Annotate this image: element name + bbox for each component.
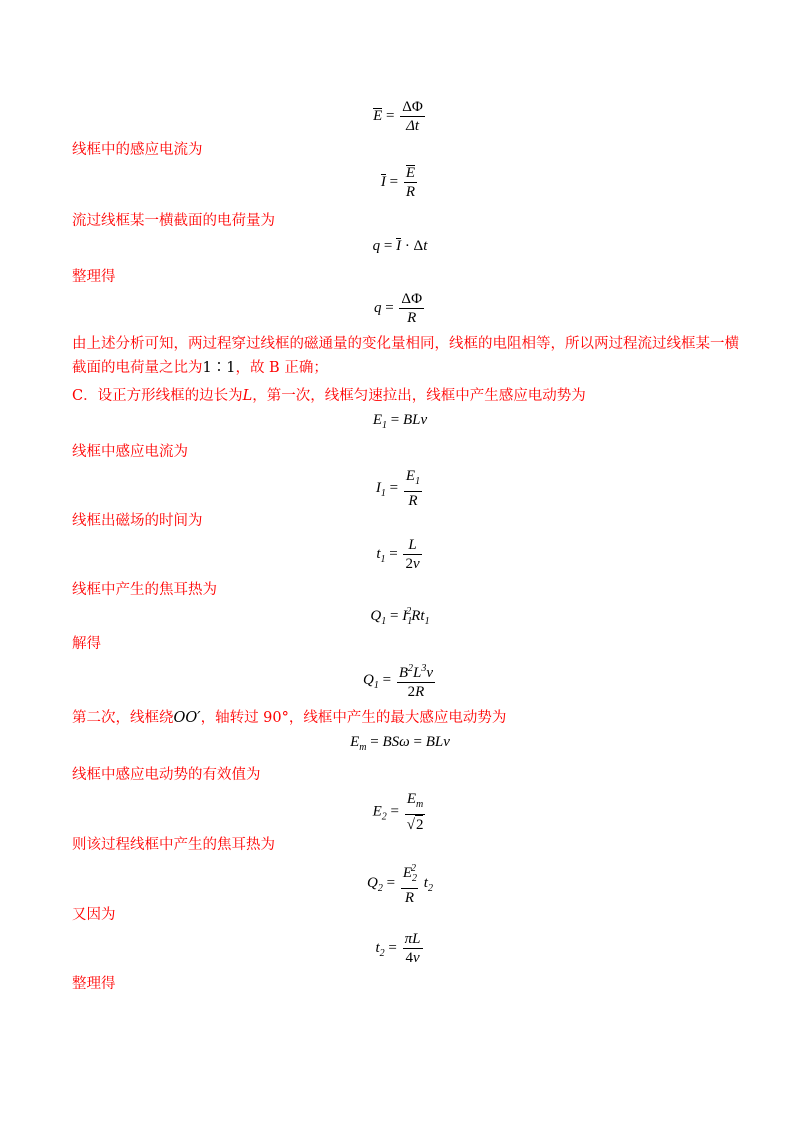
- text-line: 解得: [72, 636, 101, 652]
- text-line: 线框中产生的焦耳热为: [72, 582, 217, 598]
- text-line: 线框中感应电流为: [72, 444, 188, 460]
- equation-average-emf: E = $\frac{\Delta\Phi}{\Delta t}$: [373, 99, 423, 134]
- equation-time-1: $t_1$ = $\frac{L}{2v}$: [376, 537, 420, 572]
- equation-charge-flux: q = $\frac{\Delta\Phi}{R}$: [373, 291, 423, 326]
- text-line: 线框中感应电动势的有效值为: [72, 767, 261, 783]
- text-line: 整理得: [72, 976, 116, 992]
- text-segment: ，第一次，线框匀速拉出，线框中产生感应电动势为: [252, 388, 586, 404]
- axis-label: OO′: [173, 710, 201, 726]
- equation-emf-1: $E_1$ = BLv: [372, 412, 428, 431]
- text-line: 则该过程线框中产生的焦耳热为: [72, 837, 275, 853]
- equation-time-2: $t_2$ = $\frac{\pi L}{4v}$: [375, 931, 421, 966]
- text-segment: C．设正方形线框的边长为: [72, 388, 243, 404]
- text-line: [72, 707, 506, 729]
- equation-max-emf: $E_m = BS\omega$ = BLv: [350, 734, 450, 753]
- text-line: 整理得: [72, 269, 116, 285]
- equation-charge: q = I · Δt: [372, 238, 428, 254]
- equation-effective-emf: $E_2$ = $\frac{E_m}{√2}$: [372, 791, 424, 833]
- text-segment: 截面的电荷量之比为: [72, 360, 203, 376]
- text-segment: ，轴转过 90°，线框中产生的最大感应电动势为: [200, 710, 507, 726]
- text-line: 线框中的感应电流为: [72, 142, 203, 158]
- equation-current-1: $I_1$ = $\frac{E_1}{R}$: [375, 468, 421, 509]
- text-line: 又因为: [72, 907, 116, 923]
- text-segment: 第二次，线框绕: [72, 710, 174, 726]
- equation-average-current: I = $\frac{E}{R}$: [380, 165, 416, 200]
- text-line: 流过线框某一横截面的电荷量为: [72, 213, 275, 229]
- text-segment: ，故 B 正确；: [235, 360, 328, 376]
- text-line: 由上述分析可知，两过程穿过线框的磁通量的变化量相同，线框的电阻相等，所以两过程流过线框某一横: [72, 336, 739, 352]
- equation-heat-2: $Q_2$ = $\frac{E_2^2}{R}$ $t_2$: [0, 860, 800, 907]
- ratio-value: 1∶1: [202, 360, 236, 376]
- equation-heat-1-result: $Q_1$ = $\frac{B^2L^3v}{2R}$: [0, 660, 800, 701]
- text-line: [72, 357, 328, 379]
- variable-L: L: [242, 388, 253, 404]
- text-line: [72, 385, 586, 407]
- text-line: 线框出磁场的时间为: [72, 513, 203, 529]
- equation-heat-1: $Q_1 = I_1^2Rt_1$: [370, 606, 430, 627]
